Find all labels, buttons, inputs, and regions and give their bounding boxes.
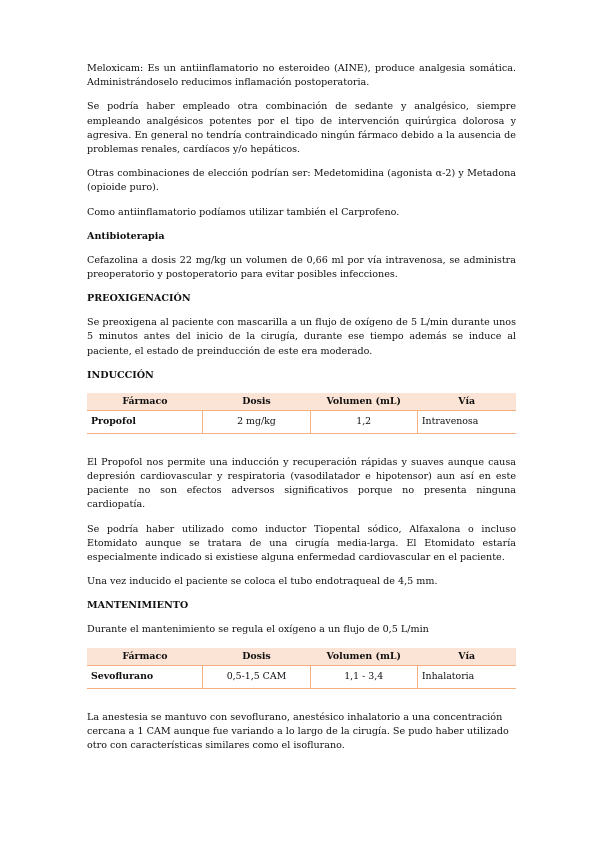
mantenimiento-table (87, 648, 516, 689)
table-header-row (87, 648, 516, 666)
document-body (87, 62, 516, 763)
propofol-paragraph: El Propofol nos permite una inducción y recuperación rápidas y suaves aunque causa depresión cardiovascular y respiratoria (vasodilatador e hipotensor) aun así en este paciente no son efectos adversos significativos porque no presenta ninguna cardiopatía. (87, 456, 516, 511)
carprofeno-paragraph: Como antiinflamatorio podíamos utilizar también el Carprofeno. (87, 206, 400, 218)
preoxigenacion-heading: PREOXIGENACIÓN (87, 293, 191, 305)
header-via: Vía (417, 648, 516, 666)
induccion-table (87, 393, 516, 434)
header-dosis: Dosis (203, 648, 310, 666)
cell-drug: Sevoflurano (87, 665, 203, 688)
header-dosis: Dosis (203, 393, 310, 411)
header-via: Vía (417, 393, 516, 411)
alternative-combination-paragraph: Se podría haber empleado otra combinación de sedante y analgésico, siempre empleando analgésicos potentes por el tipo de intervención quirúrgica dolorosa y agresiva. En general no tendría contraindicado ningún fármaco debido a la ausencia de problemas renales, cardíacos y/o hepáticos. (87, 101, 516, 156)
spacer (87, 434, 516, 456)
cell-volume: 1,1 - 3,4 (310, 665, 417, 688)
spacer (87, 689, 516, 711)
intubation-paragraph: Una vez inducido el paciente se coloca el tubo endotraqueal de 4,5 mm. (87, 576, 438, 588)
header-farmaco: Fármaco (87, 648, 203, 666)
header-volumen: Volumen (mL) (310, 393, 417, 411)
inductor-alternatives-paragraph: Se podría haber utilizado como inductor Tiopental sódico, Alfaxalona o incluso Etomidato aunque se tratara de una cirugía media-larga. El Etomidato estaría especialmente indicado si existiese alguna enfermedad cardiovascular en el paciente. (87, 523, 516, 564)
cell-drug: Propofol (87, 410, 203, 433)
cell-volume: 1,2 (310, 410, 417, 433)
meloxicam-paragraph: Meloxicam: Es un antiinflamatorio no esteroideo (AINE), produce analgesia somática. Administrándoselo reducimos inflamación postoperatoria. (87, 63, 516, 89)
sevoflurano-paragraph: La anestesia se mantuvo con sevoflurano, anestésico inhalatorio a una concentración cercana a 1 CAM aunque fue variando a lo largo de la cirugía. Se pudo haber utilizado otro con características similares como el isoflurano. (87, 711, 509, 752)
mantenimiento-heading: MANTENIMIENTO (87, 600, 189, 612)
table-row (87, 410, 516, 433)
oxygen-flow-paragraph: Durante el mantenimiento se regula el oxígeno a un flujo de 0,5 L/min (87, 624, 429, 636)
cefazolina-paragraph: Cefazolina a dosis 22 mg/kg un volumen de 0,66 ml por vía intravenosa, se administra preoperatorio y postoperatorio para evitar posibles infecciones. (87, 254, 516, 281)
cell-route: Intravenosa (417, 410, 516, 433)
cell-dose: 0,5-1,5 CAM (203, 665, 310, 688)
table-row (87, 665, 516, 688)
header-volumen: Volumen (mL) (310, 648, 417, 666)
preoxigenacion-paragraph: Se preoxigena al paciente con mascarilla a un flujo de oxígeno de 5 L/min durante unos 5 minutos antes del inicio de la cirugía, durante ese tiempo además se induce al paciente, el estado de preinducción de este era moderado. (87, 317, 516, 357)
antibioterapia-heading: Antibioterapia (87, 230, 165, 242)
induccion-heading: INDUCCIÓN (87, 369, 154, 381)
cell-route: Inhalatoria (417, 665, 516, 688)
header-farmaco: Fármaco (87, 393, 203, 411)
table-header-row (87, 393, 516, 411)
other-combinations-paragraph: Otras combinaciones de elección podrían ser: Medetomidina (agonista α-2) y Metadona (opioide puro). (87, 168, 516, 194)
cell-dose: 2 mg/kg (203, 410, 310, 433)
